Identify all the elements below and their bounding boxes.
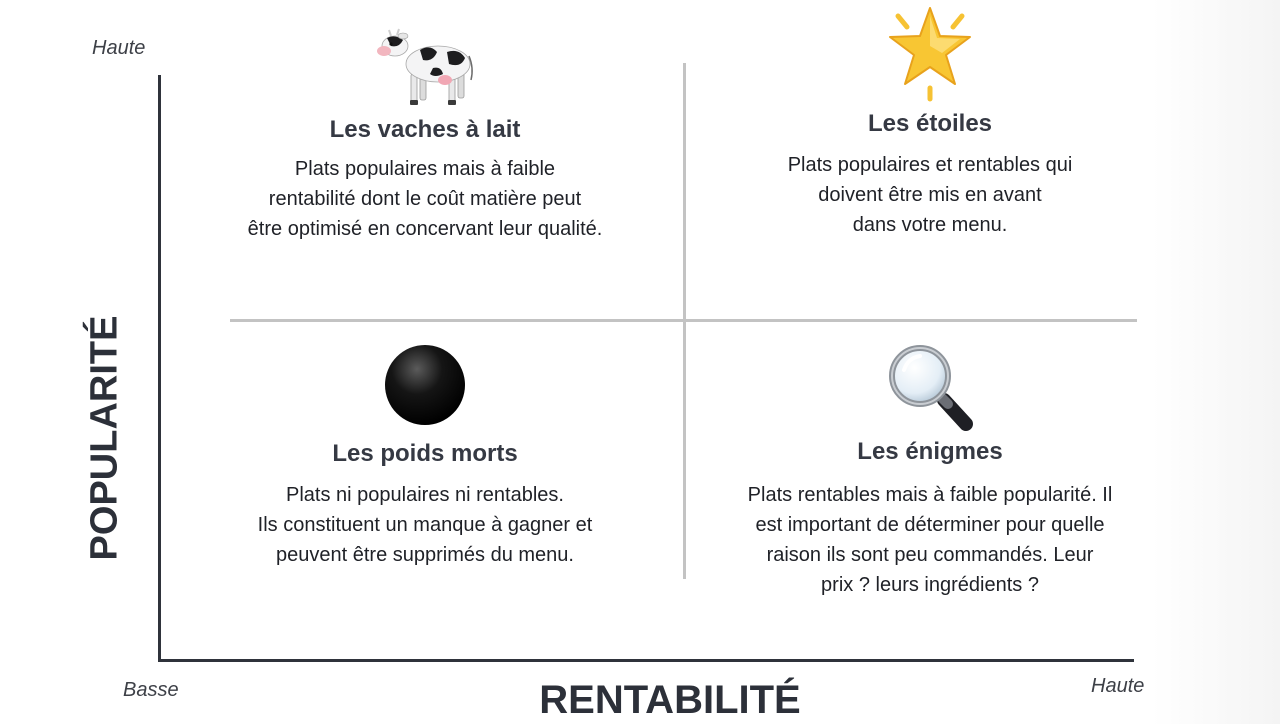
description-line: Ils constituent un manque à gagner et [257,514,593,536]
cow-icon [375,22,475,108]
quadrant-title: Les vaches à lait [329,116,521,143]
description-line: doivent être mis en avant [818,184,1042,206]
y-axis-line [158,75,161,662]
x-axis-high-label: Haute [1091,675,1145,697]
description-line: raison ils sont peu commandés. Leur [766,544,1094,566]
quadrant-title: Les étoiles [867,110,993,137]
description-line: Plats ni populaires ni rentables. [286,484,564,506]
description-line: être optimisé en concervant leur qualité. [247,218,603,240]
black-circle-icon [382,342,468,428]
quadrant-puzzles [705,342,1155,600]
description-line: prix ? leurs ingrédients ? [821,574,1039,596]
y-axis-high-label: Haute [92,37,146,59]
x-axis-title: RENTABILITÉ [539,678,801,722]
star-icon [880,2,980,102]
quadrant-cash-cows [200,22,650,244]
quadrant-stars [705,2,1155,240]
quadrant-dead-weights [200,342,650,570]
description-line: Plats populaires et rentables qui [787,154,1073,176]
x-axis-low-label: Basse [123,679,179,701]
quadrant-description [705,480,1155,600]
description-line: rentabilité dont le coût matière peut [268,188,582,210]
quadrant-title: Les énigmes [857,438,1003,465]
quadrant-description [705,150,1155,240]
y-axis-title: POPULARITÉ [83,315,126,561]
magnifying-glass-icon [882,342,978,432]
quadrant-title: Les poids morts [332,440,518,467]
horizontal-divider [230,319,1137,322]
description-line: peuvent être supprimés du menu. [276,544,574,566]
description-line: est important de déterminer pour quelle [755,514,1105,536]
quadrant-description [200,480,650,570]
x-axis-line [158,659,1134,662]
quadrant-description [200,154,650,244]
description-line: dans votre menu. [852,214,1008,236]
description-line: Plats rentables mais à faible popularité. Il [747,484,1113,506]
description-line: Plats populaires mais à faible [294,158,556,180]
